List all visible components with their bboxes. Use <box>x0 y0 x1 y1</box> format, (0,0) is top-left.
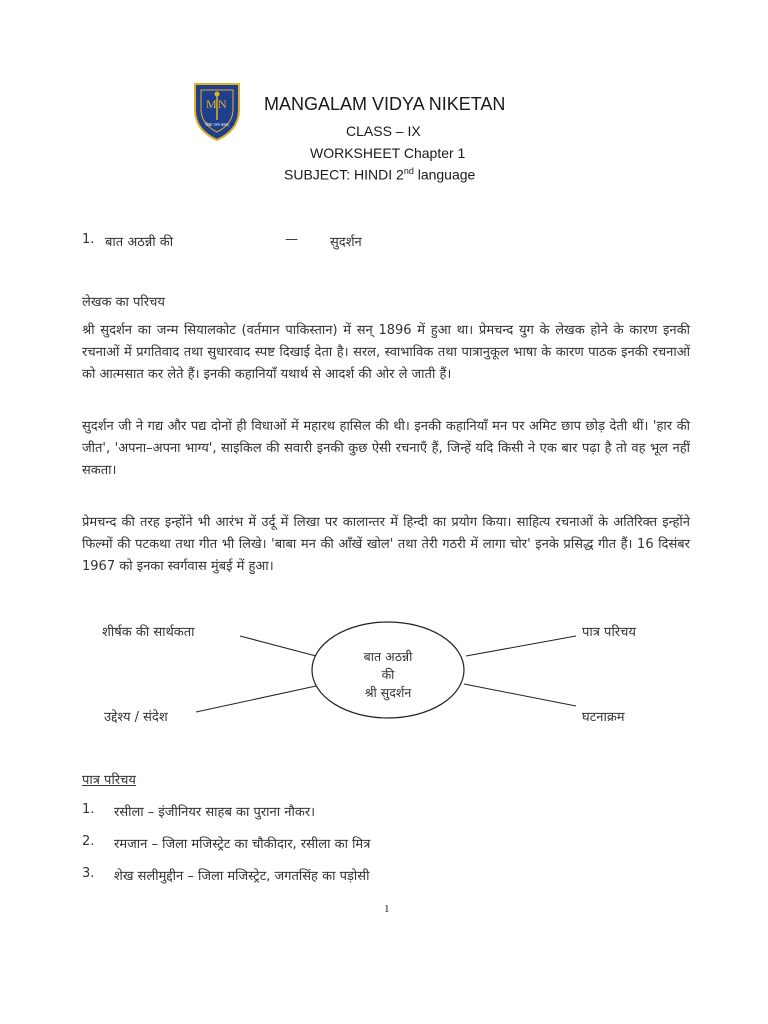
connector-bottom-right <box>464 684 576 706</box>
logo-letter-m: M <box>206 97 217 111</box>
character-text-2: रमजान – जिला मजिस्ट्रेट का चौकीदार, रसीला का मित्र <box>114 837 371 852</box>
logo-letter-n: N <box>218 97 227 111</box>
intro-paragraph-3: प्रेमचन्द की तरह इन्होंने भी आरंभ में उर्दू में लिखा पर कालान्तर में हिन्दी का प्रयोग किया। साहित्य रचनाओं के अतिरिक्त इन्होंने फिल्मों की पटकथा तथा गीत भी लिखे। 'बाबा मन की आँखें खोल' तथा तेरी गठरी में लागा चोर' इनके प्रसिद्ध गीत हैं। 16 दिसंबर 1967 को इनका स्वर्गवास मुंबई में हुआ। <box>82 515 690 574</box>
mindmap-bottom-left-label: उद्देश्य / संदेश <box>104 710 168 725</box>
mindmap-top-right-label: पात्र परिचय <box>582 625 636 640</box>
mindmap-center-line-1: बात अठन्नी <box>363 649 413 664</box>
lesson-title: बात अठन्नी की <box>105 235 174 250</box>
school-name: MANGALAM VIDYA NIKETAN <box>264 94 506 114</box>
characters-heading: पात्र परिचय <box>82 773 136 788</box>
intro-paragraph-2: सुदर्शन जी ने गद्य और पद्य दोनों ही विधाओं में महारथ हासिल की थी। इनकी कहानियाँ मन पर अमिट छाप छोड़ देती थीं। 'हार की जीत', 'अपना–अपना भाग्य', साइकिल की सवारी इनकी कुछ ऐसी रचनाएँ हैं, जिन्हें यदि किसी ने एक बार पढ़ा है तो वह भूल नहीं सकता। <box>82 419 690 478</box>
intro-heading: लेखक का परिचय <box>82 295 165 310</box>
mindmap-top-left-label: शीर्षक की सार्थकता <box>102 625 195 640</box>
connector-top-left <box>240 636 316 656</box>
mindmap-center-line-3: श्री सुदर्शन <box>364 685 412 700</box>
character-num-2: 2. <box>82 834 95 849</box>
mindmap-center-line-2: की <box>381 667 395 682</box>
logo-motto: विद्या परम बलम् <box>205 122 229 127</box>
subject-superscript: nd <box>403 166 414 176</box>
connector-top-right <box>466 636 576 656</box>
subject-suffix: language <box>413 166 476 183</box>
class-line: CLASS – IX <box>346 123 421 139</box>
character-num-1: 1. <box>82 802 95 817</box>
subject-prefix: SUBJECT: HINDI 2 <box>284 166 404 183</box>
lesson-number: 1. <box>82 232 95 247</box>
intro-paragraph-1: श्री सुदर्शन का जन्म सियालकोट (वर्तमान पाकिस्तान) में सन् 1896 में हुआ था। प्रेमचन्द युग के लेखक होने के कारण इनकी रचनाओं में प्रगतिवाद तथा सुधारवाद स्पष्ट दिखाई देता है। सरल, स्वाभाविक तथा पात्रानुकूल भाषा के कारण पाठक इनकी रचनाओं को आत्मसात कर लेते हैं। इनकी कहानियाँ यथार्थ से आदर्श की ओर ले जाती हैं। <box>82 323 690 382</box>
character-text-3: शेख सलीमुद्दीन – जिला मजिस्ट्रेट, जगतसिंह का पड़ोसी <box>114 869 370 884</box>
connector-bottom-left <box>196 686 316 712</box>
lesson-author: सुदर्शन <box>330 235 362 250</box>
character-num-3: 3. <box>82 866 95 881</box>
page-number: 1 <box>384 903 390 915</box>
lesson-dash: — <box>285 232 298 247</box>
mindmap-bottom-right-label: घटनाक्रम <box>582 710 625 725</box>
character-text-1: रसीला – इंजीनियर साहब का पुराना नौकर। <box>114 805 316 820</box>
worksheet-line: WORKSHEET Chapter 1 <box>310 145 466 161</box>
